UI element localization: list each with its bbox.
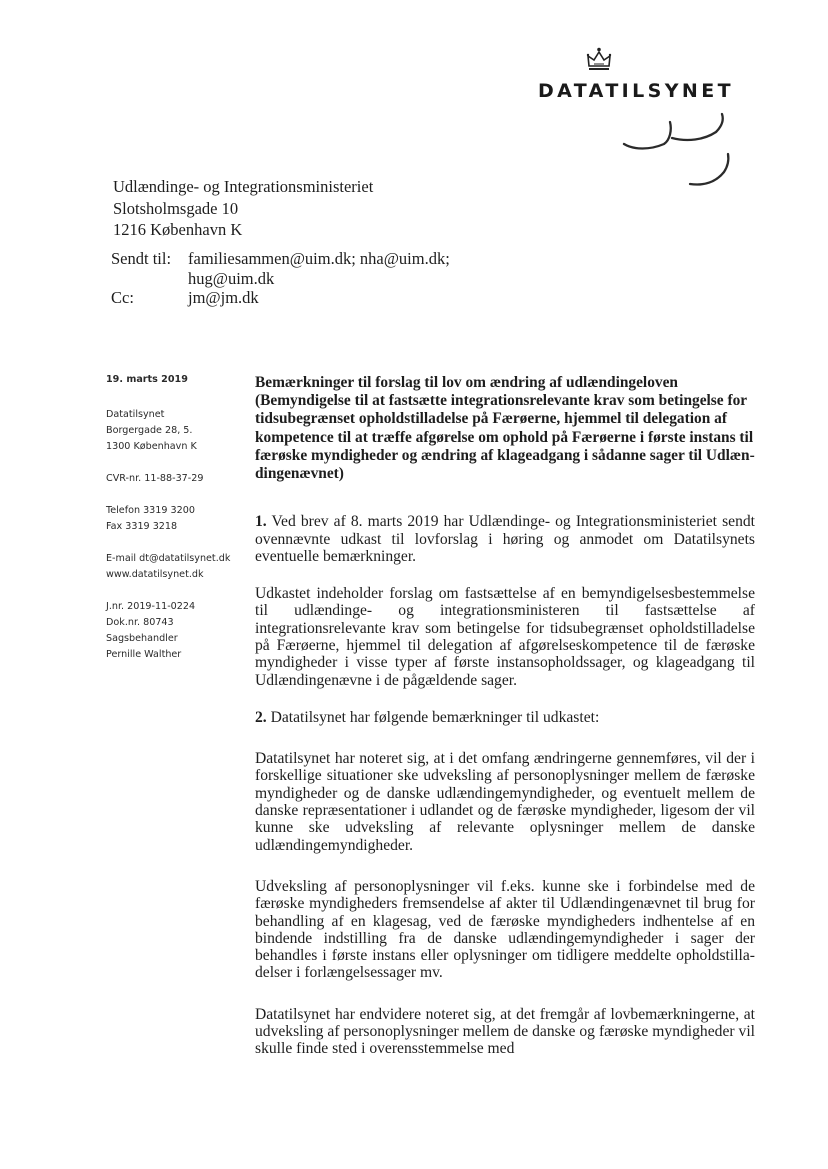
handwritten-signature [612,112,742,192]
paragraph-text: Ved brev af 8. marts 2019 har Udlændinge- og Integrationsministeriet sendt ovennævnte udkast til lovforslag i høring og anmodet om Datatilsynets eventuelle bemærkninger. [255,513,755,565]
sent-to-label: Sendt til: [111,249,172,268]
distribution-block [111,249,450,308]
section-number: 1. [255,513,267,531]
paragraph-2: Udkastet indeholder forslag om fastsættelse af en bemyndigelsesbestemmelse til udlændinge- og integrationsministeren til fastsættelse af integrationsrelevante krav som betingelse for tidsubegrænset opholdstilladelse på Færøerne, hjemmel til delegation af afgørelseskompetence til de færøske myndigheder i visse typer af første instansopholdssager, og klageadgang til Udlændingenævne i de pågældende sager. [255,585,755,689]
recipient-line: Slotsholmsgade 10 [113,198,239,218]
journal-number: J.nr. 2019-11-0224 [106,601,196,612]
letter-date: 19. marts 2019 [106,374,188,385]
website: www.datatilsynet.dk [106,569,204,580]
letter-body [255,374,755,1078]
paragraph-6: Datatilsynet har endvidere noteret sig, at det fremgår af lovbemærkningerne, at udveksling af personoplysninger mellem de danske og færøske myndigheder vil skulle finde sted i overensstemmelse med [255,1005,755,1058]
document-number: Dok.nr. 80743 [106,617,174,628]
email-address: E-mail dt@datatilsynet.dk [106,553,231,564]
sender-name: Datatilsynet [106,409,165,420]
sender-street: Borgergade 28, 5. [106,425,193,436]
recipient-line: 1216 København K [113,220,243,239]
section-number: 2. [255,708,267,726]
recipient-address [113,176,373,241]
recipient-line: Udlændinge- og Integrationsministeriet [113,177,374,196]
paragraph-5: Udveksling af personoplysninger vil f.eks. kunne ske i forbindelse med de færøske myndigheders fremsendelse af akter til Udlændingenævnet til brug for behandling af en klagesag, ved de færøske myndigheders indhentelse af en bindende indstilling fra de danske udlændingemyndigheder i sager der behandles i første instans eller oplysninger om tidligere meddelte opholdstilladelser i forlængelsessager mv. [255,877,755,982]
crown-logo-icon [584,46,614,76]
paragraph-3 [255,709,755,726]
cc-email: jm@jm.dk [188,288,259,307]
phone-number: Telefon 3319 3200 [106,505,195,516]
caseworker-name: Pernille Walther [106,649,182,660]
fax-number: Fax 3319 3218 [106,521,178,532]
sender-address [106,407,246,455]
sent-to-emails-cont: hug@uim.dk [188,268,275,288]
cvr-number: CVR-nr. 11-88-37-29 [106,473,204,484]
paragraph-1 [255,513,755,565]
paragraph-4: Datatilsynet har noteret sig, at i det omfang ændringerne gennemføres, vil der i forskellige situationer ske udveksling af personoplysninger mellem de færøske myndigheder og de danske udlændingemyndigheder, og eventuelt mellem de danske repræsentationer i udlandet og de færøske myndigheder, ligesom der vil kunne ske udveksling af relevante oplysninger mellem de danske udlændingemyndigheder. [255,750,755,854]
sender-city: 1300 København K [106,441,197,452]
sidebar-info [106,372,246,679]
letter-heading: Bemærkninger til forslag til lov om ændring af udlændingeloven (Bemyndigelse til at fastsætte integrationsrelevante krav som betingelse for tidsubegrænset opholdstilladelse på Færøerne, hjemmel til delegation af kompetence til at træffe afgørelse om ophold på Færøerne i første instans til færøske myndigheder og ændring af klageadgang i sådanne sager til Udlændingenævnet) [255,374,755,483]
caseworker-label: Sagsbehandler [106,633,178,644]
contact-online [106,551,246,583]
phone-fax [106,503,246,535]
case-reference [106,599,246,663]
sent-to-emails: familiesammen@uim.dk; nha@uim.dk; [188,249,450,268]
paragraph-text: Datatilsynet har følgende bemærkninger til udkastet: [270,708,600,726]
cc-label: Cc: [111,288,134,307]
agency-logo-text: DATATILSYNET [538,80,734,102]
